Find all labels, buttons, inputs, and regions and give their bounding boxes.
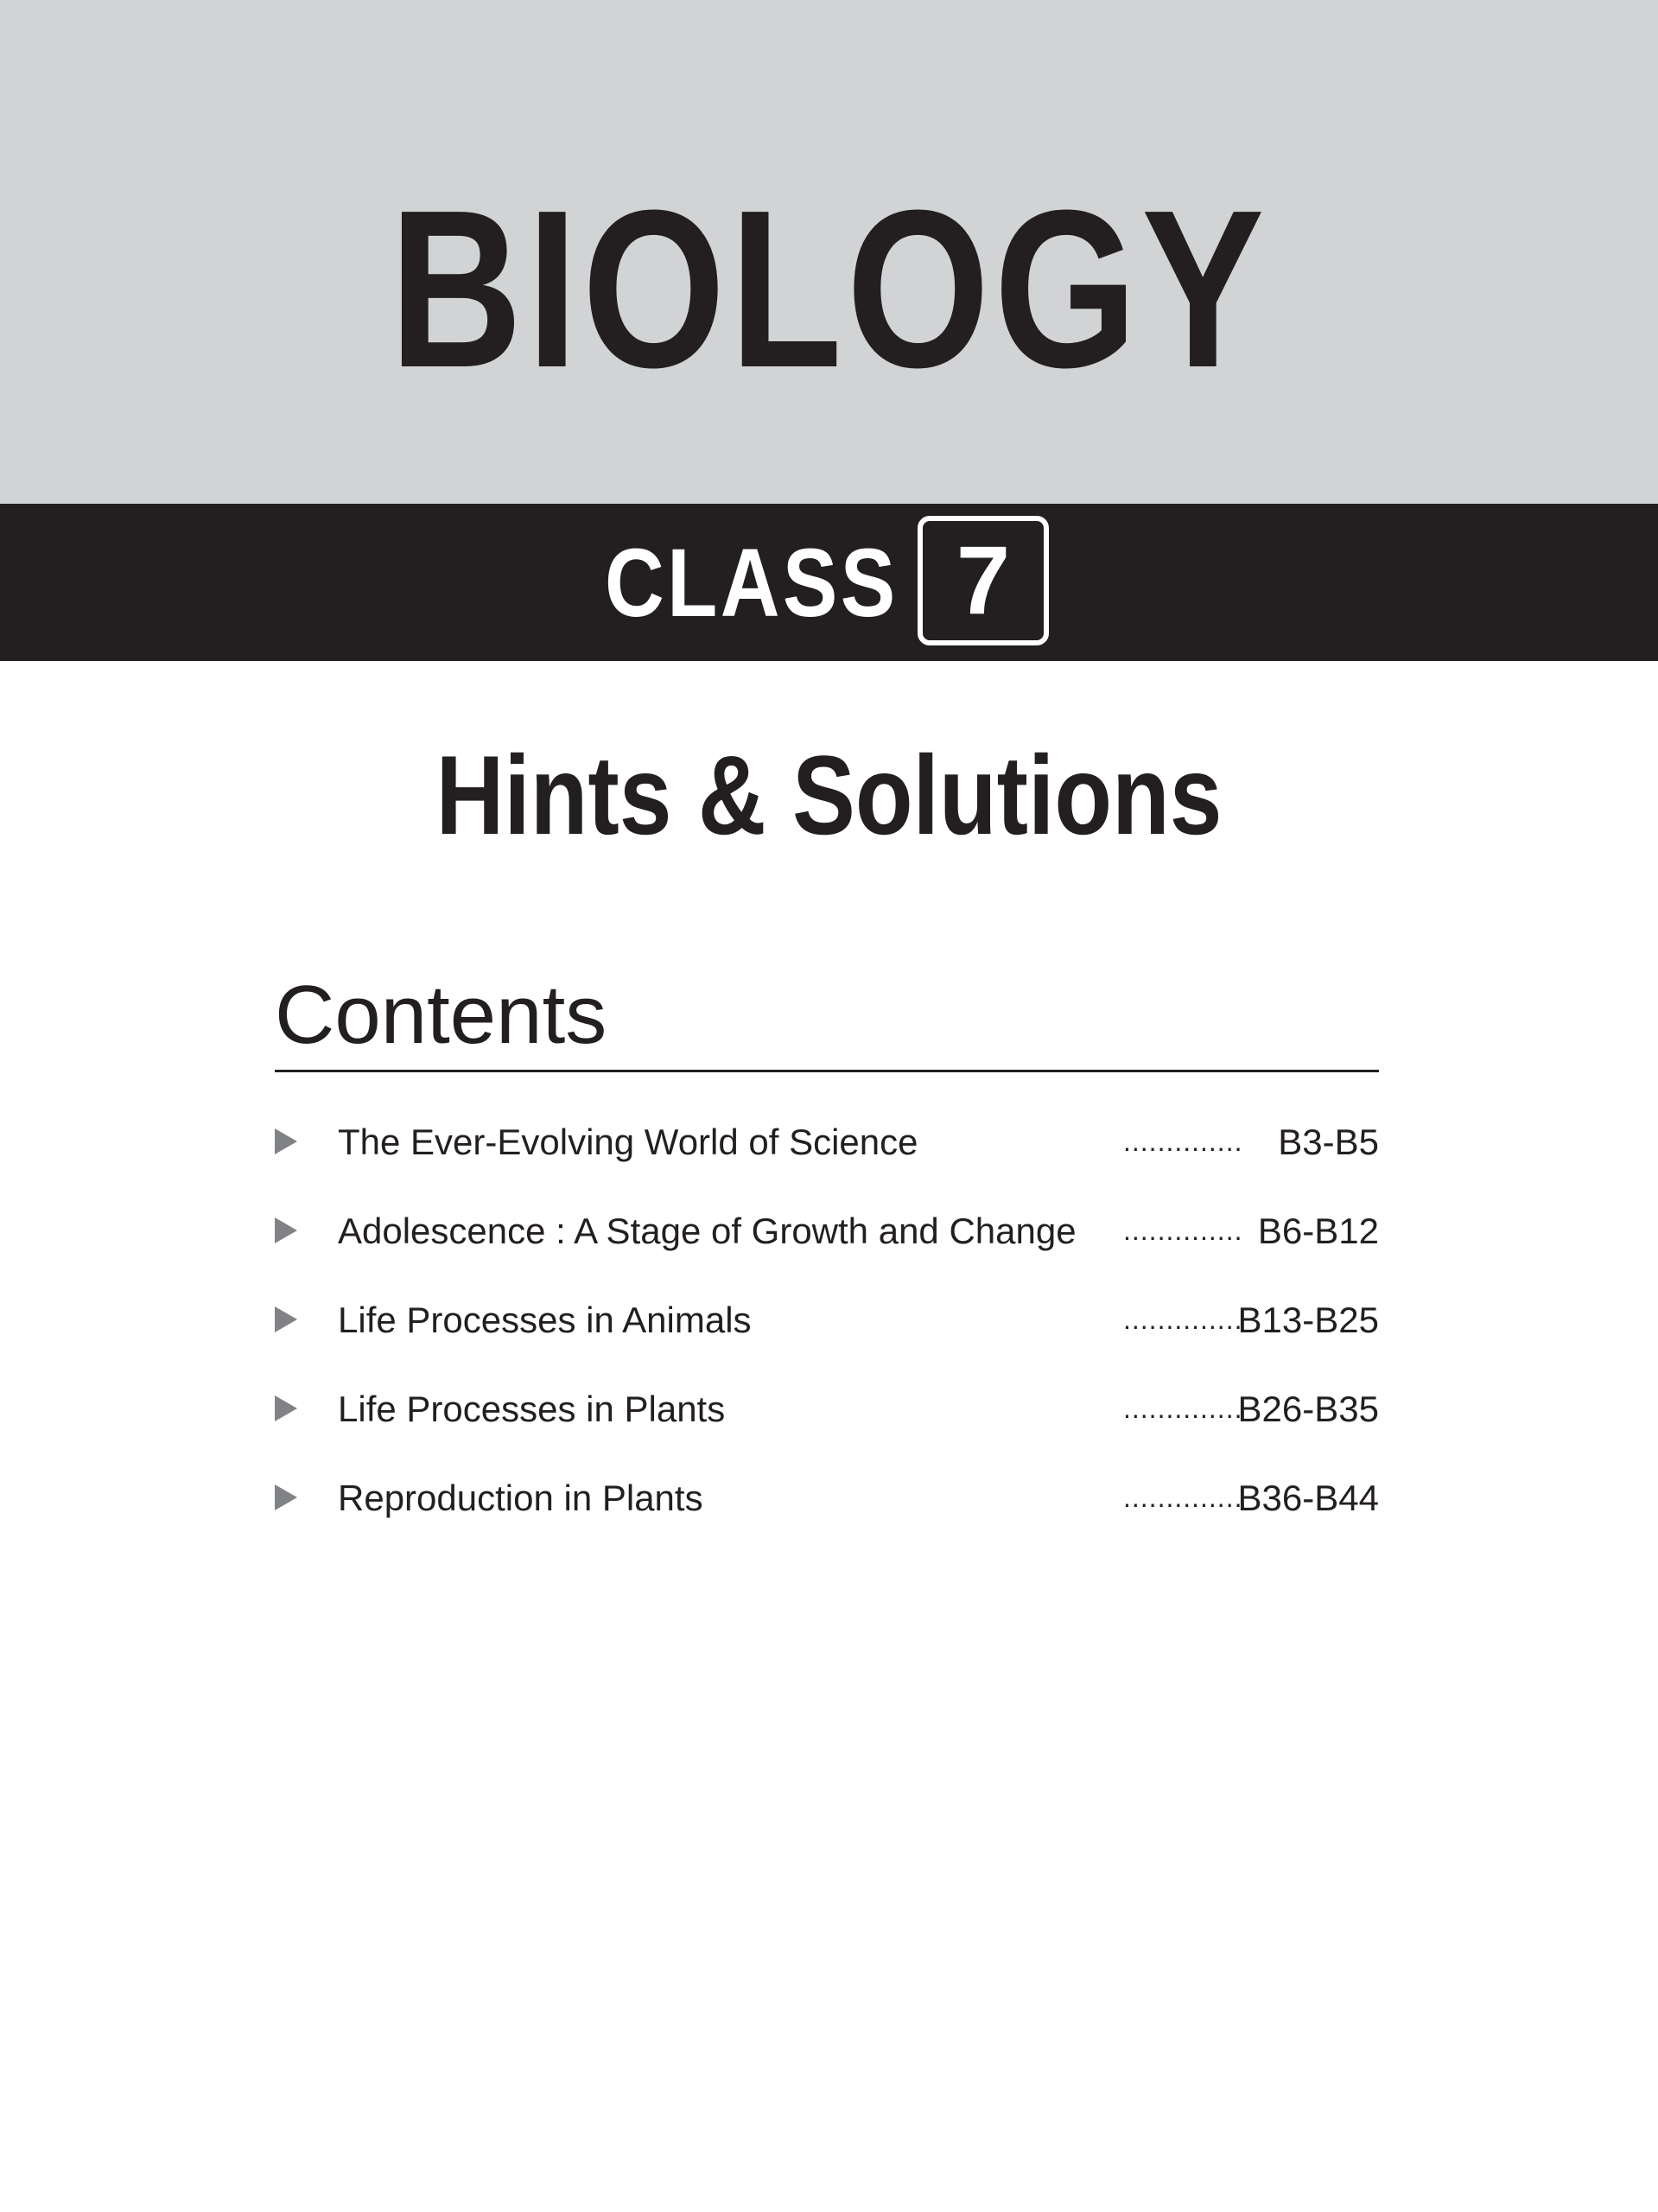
toc-item-pages: B36-B44 (1237, 1478, 1379, 1518)
triangle-right-icon (275, 1395, 297, 1421)
table-of-contents (275, 1097, 1379, 1542)
toc-item-title: Life Processes in Animals (338, 1300, 752, 1340)
toc-item-pages: B13-B25 (1237, 1300, 1379, 1340)
toc-item-leader: .............. (1123, 1482, 1243, 1513)
toc-item-pages: B3-B5 (1278, 1122, 1379, 1162)
toc-item[interactable] (275, 1097, 1379, 1186)
subject-title: BIOLOGY (389, 164, 1269, 415)
toc-item-title: Life Processes in Plants (338, 1389, 726, 1429)
triangle-right-icon (275, 1306, 297, 1332)
toc-item-title: The Ever-Evolving World of Science (338, 1122, 918, 1162)
toc-item-leader: .............. (1123, 1215, 1243, 1246)
toc-item[interactable] (275, 1453, 1379, 1542)
page-subtitle: Hints & Solutions (435, 732, 1223, 858)
triangle-right-icon (275, 1128, 297, 1154)
toc-item-pages: B26-B35 (1237, 1389, 1379, 1429)
contents-heading: Contents (275, 969, 607, 1061)
class-label: CLASS (605, 529, 899, 637)
toc-item-title: Reproduction in Plants (338, 1478, 703, 1518)
toc-item[interactable] (275, 1364, 1379, 1453)
toc-item-pages: B6-B12 (1257, 1211, 1379, 1251)
toc-item-title: Adolescence : A Stage of Growth and Change (338, 1211, 1077, 1251)
toc-item[interactable] (275, 1275, 1379, 1364)
toc-item-leader: .............. (1123, 1126, 1243, 1157)
toc-item-leader: .............. (1123, 1393, 1243, 1424)
class-number-box: 7 (918, 516, 1049, 645)
triangle-right-icon (275, 1484, 297, 1510)
toc-item-leader: .............. (1123, 1304, 1243, 1335)
triangle-right-icon (275, 1217, 297, 1243)
contents-divider (275, 1070, 1379, 1072)
toc-item[interactable] (275, 1186, 1379, 1275)
